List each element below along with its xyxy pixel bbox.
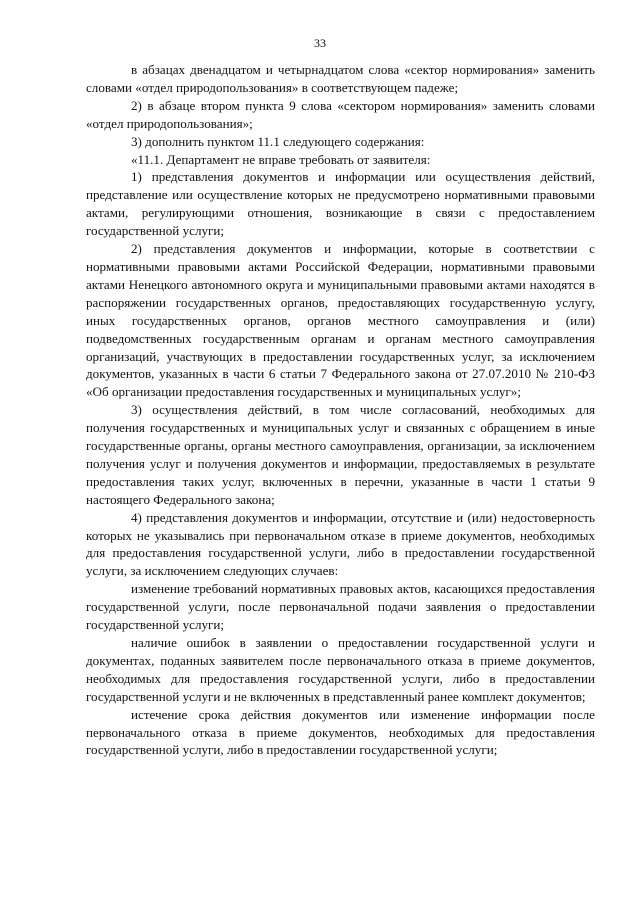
page-number: 33 [314,36,326,50]
paragraph-item-3: 3) осуществления действий, в том числе согласований, необходимых для получения государственных и муниципальных услуг и связанных с обращением в иные государственные органы, органы местного самоуправления, организации, за исключением получения услуг и получения документов и информации, предоставляемых в результате предоставления таких услуг, включенных в перечни, указанные в части 1 статьи 9 настоящего Федерального закона; [86,402,595,507]
paragraph-add-point-11-1: 3) дополнить пунктом 11.1 следующего содержания: [131,133,425,149]
paragraph-case-requirements-change: изменение требований нормативных правовых актов, касающихся предоставления государственной услуги, после первоначальной подачи заявления о предоставлении государственной услуги; [86,581,595,633]
paragraph-case-errors: наличие ошибок в заявлении о предоставлении государственной услуги и документах, поданных заявителем после первоначального отказа в приеме документов, необходимых для предоставления государственной услуги, либо в предоставлении государственной услуги и не включенных в представленный ранее комплект документов; [86,635,595,704]
paragraph-item-1: 1) представления документов и информации или осуществления действий, представление или осуществление которых не предусмотрено нормативными правовыми актами, регулирующими отношения, возникающие в связи с предоставлением государственной услуги; [86,169,595,239]
paragraph-amend-subsections: в абзацах двенадцатом и четырнадцатом слова «сектор нормирования» заменить словами «отдел природопользования» в соответствующем падеже; [86,62,595,95]
paragraph-amend-point-9: 2) в абзаце втором пункта 9 слова «сектором нормирования» заменить словами «отдел природопользования»; [86,97,595,131]
paragraph-item-2: 2) представления документов и информации, которые в соответствии с нормативными правовыми актами Российской Федерации, нормативными правовыми актами Ненецкого автономного округа и муниципальными правовыми актами находятся в распоряжении государственных органов, предоставляющих государственную услугу, иных государственных органов, органов местного самоуправления и (или) подведомственных государственным органам и органам местного самоуправления организаций, участвующих в предоставлении государственных услуг, за исключением документов, указанных в части 6 статьи 7 Федерального закона от 27.07.2010 № 210-ФЗ «Об организации предоставления государственных и муниципальных услуг»; [86,241,595,400]
document-body [86,61,595,759]
paragraph-case-expiry: истечение срока действия документов или изменение информации после первоначального отказа в приеме документов, необходимых для предоставления государственной услуги, либо в предоставлении государственной услуги; [86,706,595,758]
paragraph-point-11-1-heading: «11.1. Департамент не вправе требовать от заявителя: [131,151,431,167]
paragraph-item-4: 4) представления документов и информации, отсутствие и (или) недостоверность которых не указывались при первоначальном отказе в приеме документов, необходимых для предоставления государственной услуги, либо в предоставлении государственной услуги, за исключением следующих случаев: [86,509,595,579]
